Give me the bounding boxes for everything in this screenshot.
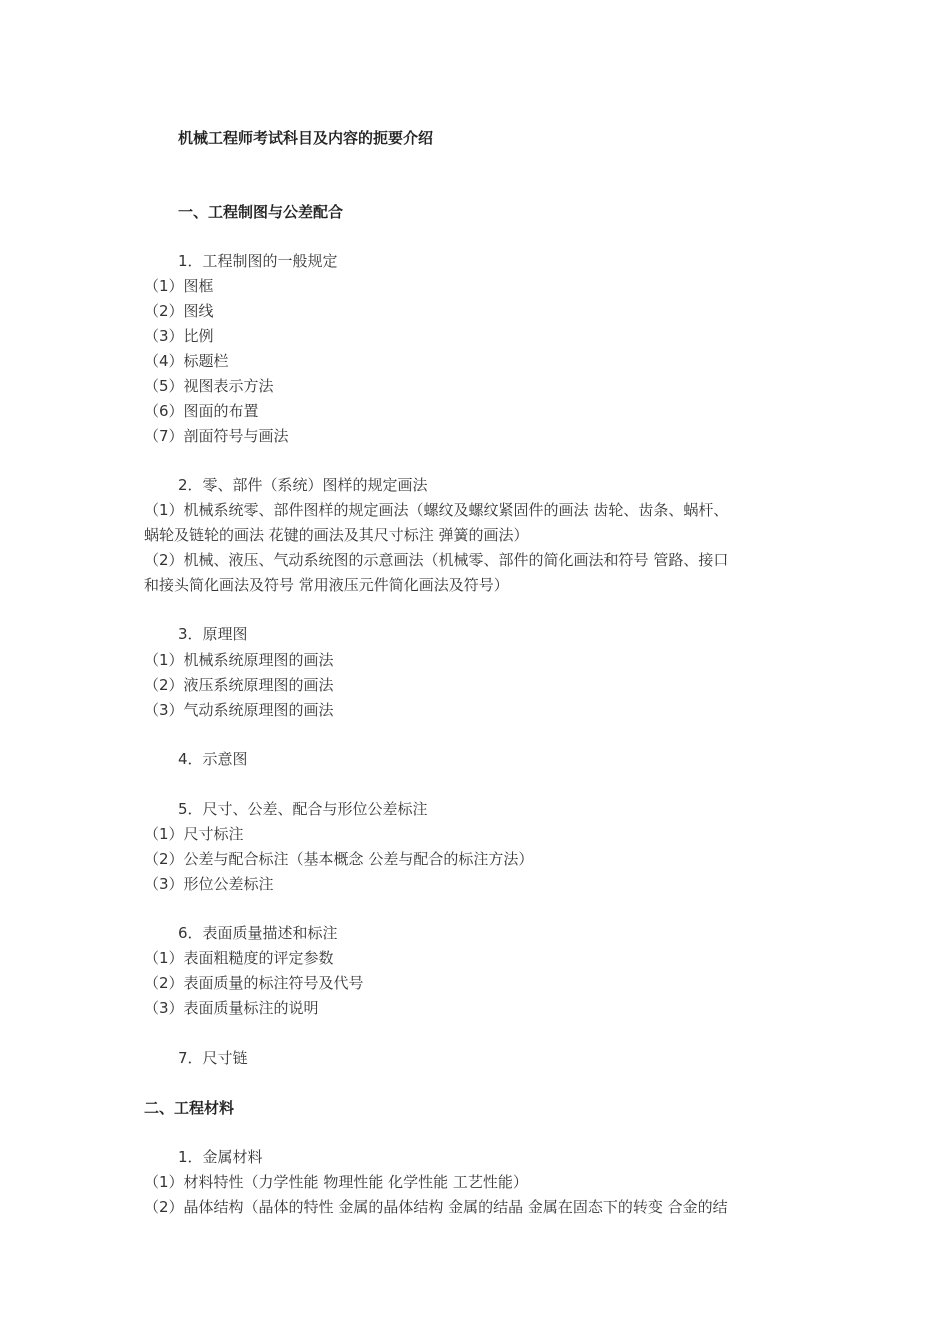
list-item: （2）图线 — [144, 302, 214, 320]
list-item: （7）剖面符号与画法 — [144, 427, 289, 445]
subsection-heading: 5．尺寸、公差、配合与形位公差标注 — [178, 800, 428, 818]
list-item: （2）公差与配合标注（基本概念 公差与配合的标注方法） — [144, 850, 534, 868]
subsection-heading: 2．零、部件（系统）图样的规定画法 — [178, 476, 428, 494]
list-item: 和接头简化画法及符号 常用液压元件简化画法及符号） — [144, 576, 509, 594]
list-item: （6）图面的布置 — [144, 402, 259, 420]
list-item: （5）视图表示方法 — [144, 377, 274, 395]
subsection-heading: 6．表面质量描述和标注 — [178, 924, 338, 942]
list-item: （1）机械系统原理图的画法 — [144, 651, 334, 669]
list-item: （2）液压系统原理图的画法 — [144, 676, 334, 694]
list-item: （4）标题栏 — [144, 352, 229, 370]
list-item: （1）图框 — [144, 277, 214, 295]
list-item: （2）表面质量的标注符号及代号 — [144, 974, 364, 992]
list-item: （3）比例 — [144, 327, 214, 345]
subsection-heading: 1．金属材料 — [178, 1148, 263, 1166]
section-heading: 二、工程材料 — [144, 1099, 235, 1117]
subsection-heading: 1．工程制图的一般规定 — [178, 252, 338, 270]
document-title: 机械工程师考试科目及内容的扼要介绍 — [178, 129, 434, 147]
list-item: （3）形位公差标注 — [144, 875, 274, 893]
section-heading: 一、工程制图与公差配合 — [178, 203, 344, 221]
list-item: （1）机械系统零、部件图样的规定画法（螺纹及螺纹紧固件的画法 齿轮、齿条、蜗杆、 — [144, 501, 729, 519]
subsection-heading: 7．尺寸链 — [178, 1049, 248, 1067]
list-item: （3）表面质量标注的说明 — [144, 999, 319, 1017]
list-item: （1）尺寸标注 — [144, 825, 244, 843]
list-item: （2）机械、液压、气动系统图的示意画法（机械零、部件的简化画法和符号 管路、接口 — [144, 551, 729, 569]
subsection-heading: 3．原理图 — [178, 625, 248, 643]
list-item: （2）晶体结构（晶体的特性 金属的晶体结构 金属的结晶 金属在固态下的转变 合金的结 — [144, 1198, 728, 1216]
list-item: 蜗轮及链轮的画法 花键的画法及其尺寸标注 弹簧的画法） — [144, 526, 529, 544]
subsection-heading: 4．示意图 — [178, 750, 248, 768]
list-item: （1）材料特性（力学性能 物理性能 化学性能 工艺性能） — [144, 1173, 528, 1191]
list-item: （3）气动系统原理图的画法 — [144, 701, 334, 719]
list-item: （1）表面粗糙度的评定参数 — [144, 949, 334, 967]
